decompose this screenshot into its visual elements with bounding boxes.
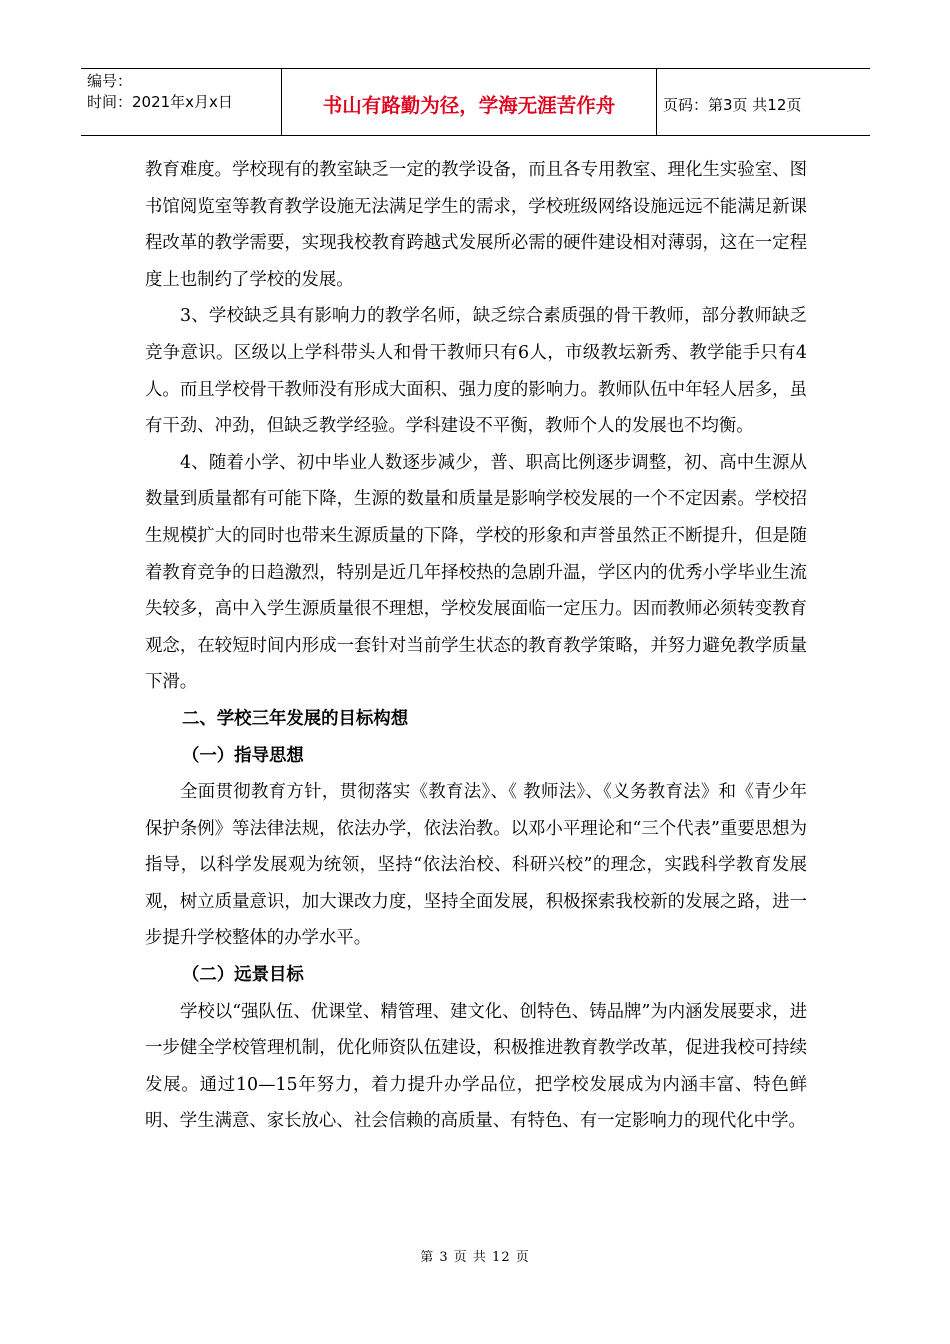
document-number-label: 编号： [87, 72, 133, 90]
header-motto: 书山有路勤为径，学海无涯苦作舟 [282, 69, 657, 135]
paragraph: 全面贯彻教育方针，贯彻落实《教育法》、《 教师法》、《义务教育法》和《青少年保护条例》等法律法规，依法办学，依法治教。以邓小平理论和“三个代表”重要思想为指导，以科学发展观为统领，坚持“依法治校、科研兴校”的理念，实践科学教育发展观，树立质量意识，加大课改力度，坚持全面发展，积极探索我校新的发展之路，进一步提升学校整体的办学水平。 [145, 782, 807, 949]
paragraph: 教育难度。学校现有的教室缺乏一定的教学设备，而且各专用教室、理化生实验室、图书馆阅览室等教育教学设施无法满足学生的需求，学校班级网络设施远远不能满足新课程改革的教学需要，实现我校教育跨越式发展所必需的硬件建设相对薄弱，这在一定程度上也制约了学校的发展。 [145, 160, 807, 290]
paragraph: 学校以“强队伍、优课堂、精管理、建文化、创特色、铸品牌”为内涵发展要求，进一步健全学校管理机制，优化师资队伍建设，积极推进教育教学改革，促进我校可持续发展。通过10—15年努力，着力提升办学品位，把学校发展成为内涵丰富、特色鲜明、学生满意、家长放心、社会信赖的高质量、有特色、有一定影响力的现代化中学。 [145, 1001, 807, 1132]
header-page-info: 页码：第3页 共12页 [663, 95, 802, 114]
page-header [81, 68, 870, 136]
section-heading: 二、学校三年发展的目标构想 [182, 708, 409, 729]
document-body [145, 152, 807, 1140]
document-date: 时间：2021年x月x日 [87, 93, 233, 111]
subsection-heading: （一）指导思想 [182, 745, 304, 766]
page-footer: 第 3 页 共 12 页 [420, 1250, 530, 1265]
paragraph: 3、学校缺乏具有影响力的教学名师，缺乏综合素质强的骨干教师，部分教师缺乏竞争意识。区级以上学科带头人和骨干教师只有6人，市级教坛新秀、教学能手只有4人。而且学校骨干教师没有形成大面积、强力度的影响力。教师队伍中年轻人居多，虽有干劲、冲劲，但缺乏教学经验。学科建设不平衡，教师个人的发展也不均衡。 [145, 306, 807, 437]
paragraph: 4、随着小学、初中毕业人数逐步减少，普、职高比例逐步调整，初、高中生源从数量到质量都有可能下降，生源的数量和质量是影响学校发展的一个不定因素。学校招生规模扩大的同时也带来生源质量的下降，学校的形象和声誉虽然正不断提升，但是随着教育竞争的日趋激烈，特别是近几年择校热的急剧升温，学区内的优秀小学毕业生流失较多，高中入学生源质量很不理想，学校发展面临一定压力。因而教师必须转变教育观念，在较短时间内形成一套针对当前学生状态的教育教学策略，并努力避免教学质量下滑。 [145, 452, 807, 693]
header-meta [81, 69, 282, 135]
subsection-heading: （二）远景目标 [182, 965, 304, 986]
